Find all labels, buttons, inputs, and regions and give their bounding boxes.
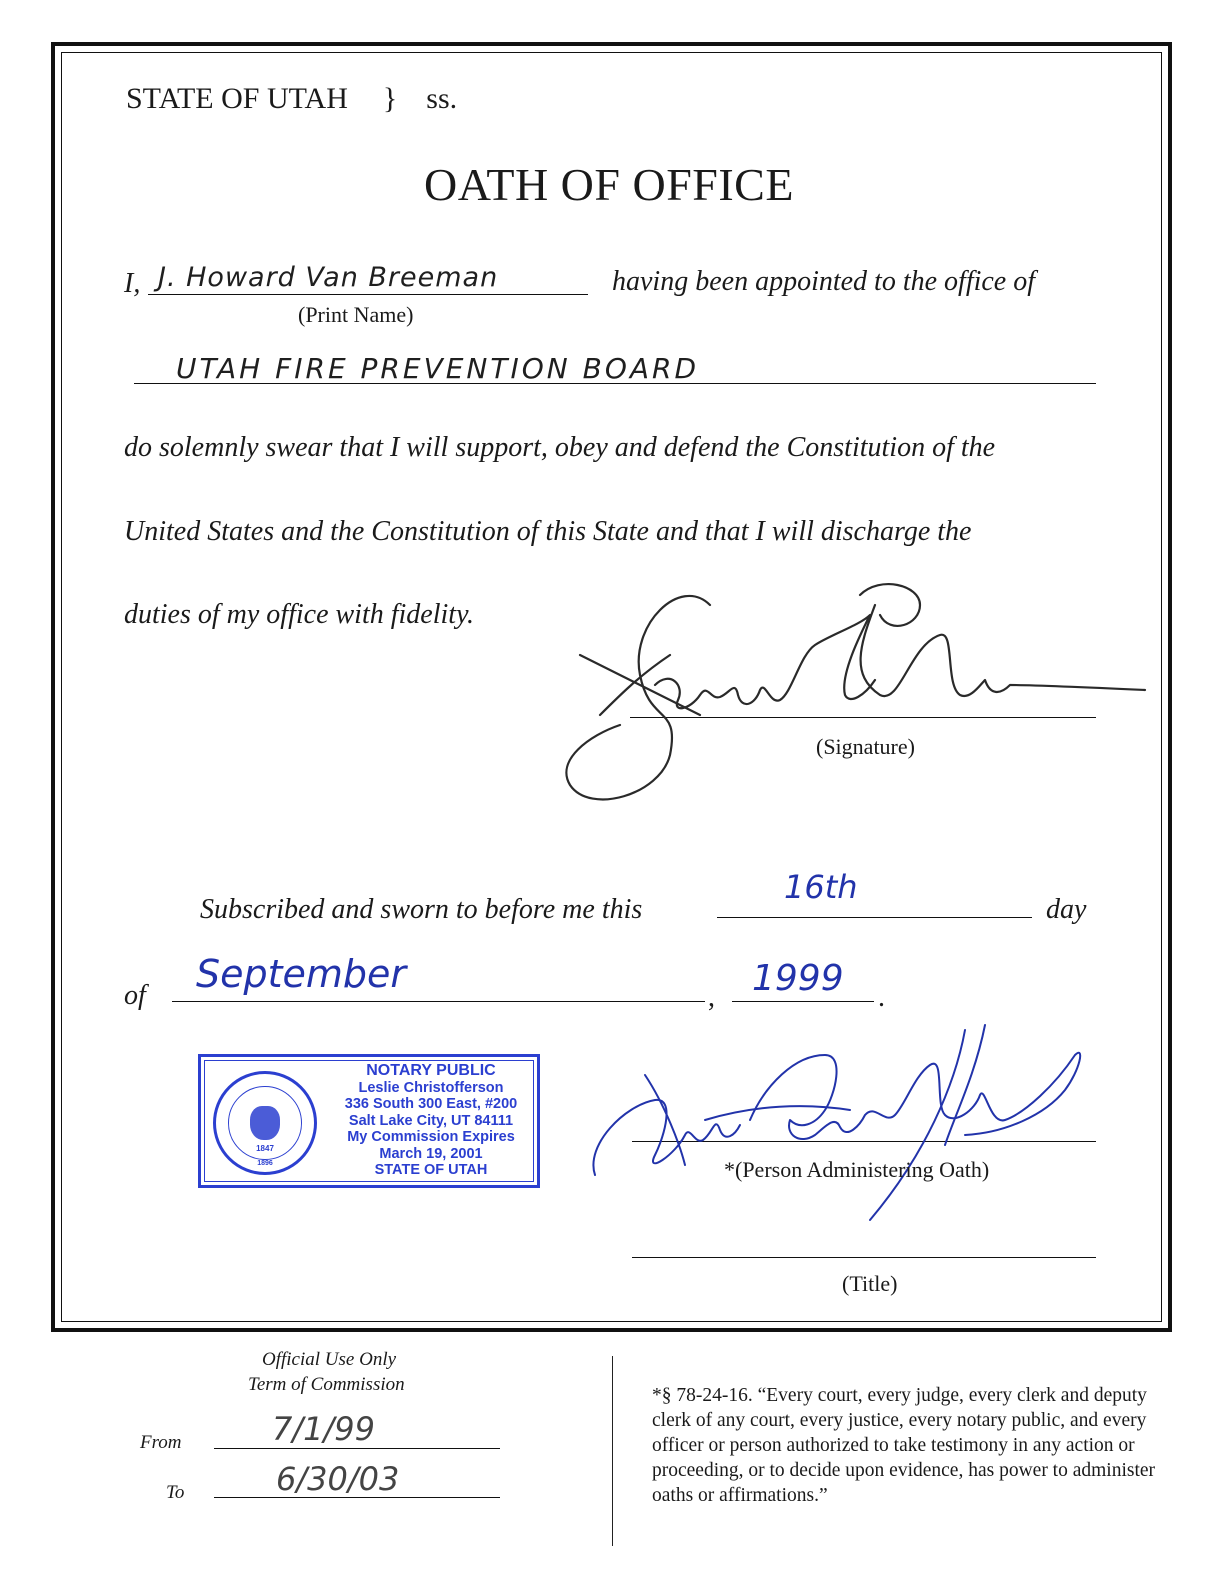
subscribed-text: Subscribed and sworn to before me this: [200, 894, 643, 925]
day-label: day: [1046, 894, 1087, 925]
state-heading: [126, 82, 457, 116]
comma: ,: [708, 982, 715, 1013]
notary-signature: [585, 1015, 1105, 1225]
stamp-text-block: [325, 1063, 537, 1179]
period: .: [878, 982, 885, 1013]
oath-body-line-3: duties of my office with fidelity.: [124, 599, 474, 630]
oath-body-line-2: United States and the Constitution of this State and that I will discharge the: [124, 516, 972, 547]
stamp-line-5: My Commission Expires: [347, 1129, 515, 1145]
state-name: STATE OF UTAH: [126, 82, 348, 115]
to-label: To: [166, 1482, 185, 1503]
oath-taker-signature: [560, 585, 1160, 815]
stamp-line-4: Salt Lake City, UT 84111: [348, 1112, 514, 1129]
seal-year: 1896: [257, 1160, 273, 1167]
stamp-line-7: STATE OF UTAH: [374, 1162, 488, 1178]
page-title: OATH OF OFFICE: [424, 159, 794, 210]
month-value: September: [196, 952, 407, 996]
day-line: [717, 917, 1032, 918]
office-value: UTAH FIRE PREVENTION BOARD: [176, 352, 700, 385]
state-seal: [213, 1071, 317, 1175]
administering-label: *(Person Administering Oath): [724, 1157, 990, 1182]
seal-beehive-icon: [250, 1106, 280, 1140]
statute-note: *§ 78-24-16. “Every court, every judge, every clerk and deputy clerk of any court, every justice, every notary public, and every officer or person authorized to take testimony in any action or proceeding, or to decide upon evidence, has power to administer oaths or affirmations.”: [652, 1385, 1156, 1506]
stamp-line-2: Leslie Christofferson: [358, 1079, 504, 1096]
print-name-label: (Print Name): [298, 302, 414, 327]
from-line: [214, 1448, 500, 1449]
to-value: 6/30/03: [276, 1460, 400, 1498]
seal-center-year: 1847: [256, 1144, 274, 1153]
notary-stamp: [198, 1054, 540, 1188]
signature-label: (Signature): [816, 734, 915, 759]
of-label: of: [124, 980, 146, 1011]
stamp-line-3: 336 South 300 East, #200: [344, 1096, 518, 1112]
footer-divider: [612, 1356, 613, 1546]
year-value: 1999: [752, 958, 844, 999]
print-name-line: [148, 294, 588, 295]
title-line: [632, 1257, 1096, 1258]
day-value: 16th: [784, 868, 858, 906]
stamp-line-1: NOTARY PUBLIC: [366, 1062, 496, 1079]
official-use-heading: Official Use Only: [262, 1349, 397, 1370]
print-name-value: J. Howard Van Breeman: [158, 262, 499, 293]
title-label: (Title): [842, 1271, 898, 1296]
state-brace: }: [382, 82, 398, 115]
month-line: [172, 1001, 705, 1002]
oath-body-line-1: do solemnly swear that I will support, obey and defend the Constitution of the: [124, 432, 996, 463]
appointed-text: having been appointed to the office of: [612, 266, 1036, 297]
state-ss: ss.: [426, 82, 458, 115]
from-value: 7/1/99: [272, 1410, 375, 1448]
term-of-commission-heading: Term of Commission: [248, 1374, 405, 1395]
year-line: [732, 1001, 874, 1002]
stamp-line-6: March 19, 2001: [379, 1145, 483, 1162]
i-prefix: I,: [124, 268, 141, 299]
from-label: From: [140, 1432, 182, 1453]
